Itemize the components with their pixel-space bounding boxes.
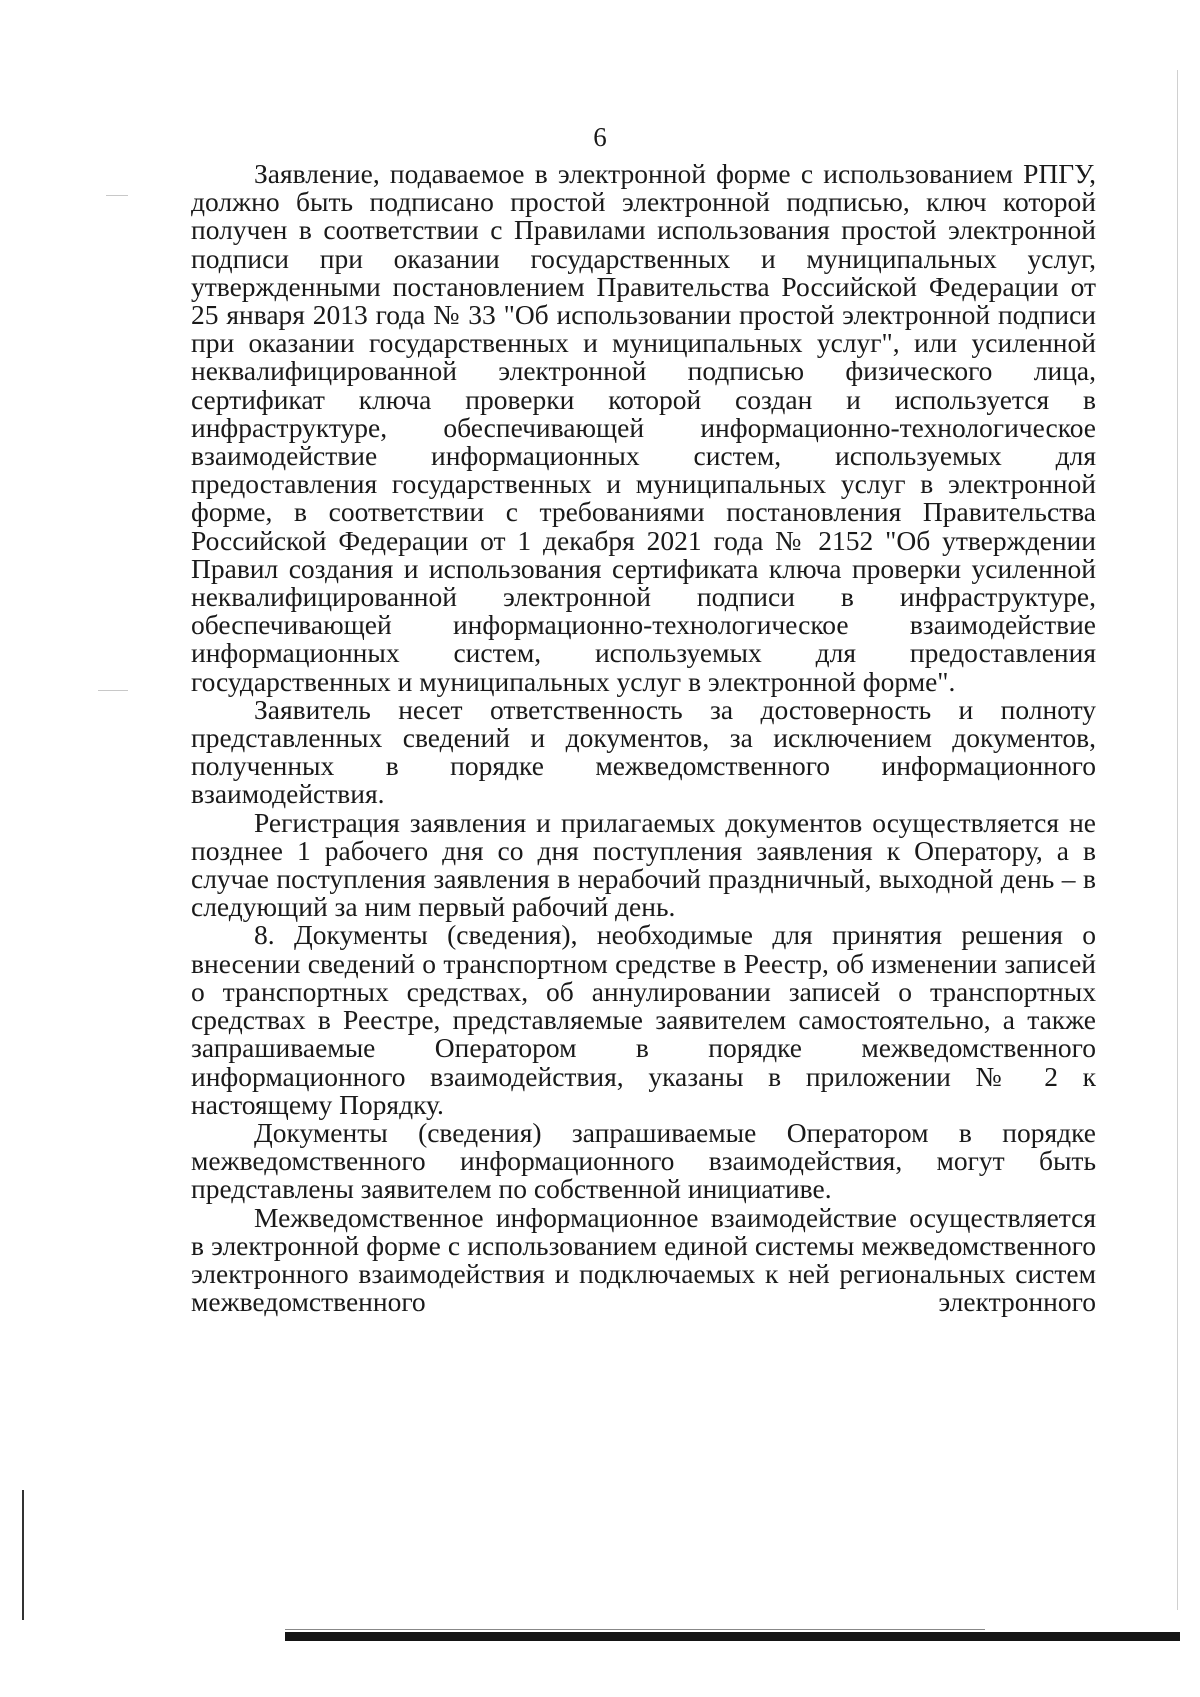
document-body [191, 160, 1096, 1316]
paragraph-signature-requirements: Заявление, подаваемое в электронной форме с использованием РПГУ, должно быть подписано простой электронной подписью, ключ которой получен в соответствии с Правилами использования простой электронной подписи при оказании государственных и муниципальных услуг, утвержденными постановлением Правительства Российской Федерации от 25 января 2013 года № 33 "Об использовании простой электронной подписи при оказании государственных и муниципальных услуг", или усиленной неквалифицированной электронной подписью физического лица, сертификат ключа проверки которой создан и используется в инфраструктуре, обеспечивающей информационно-технологическое взаимодействие информационных систем, используемых для предоставления государственных и муниципальных услуг в электронной форме, в соответствии с требованиями постановления Правительства Российской Федерации от 1 декабря 2021 года № 2152 "Об утверждении Правил создания и использования сертификата ключа проверки усиленной неквалифицированной электронной подписи в инфраструктуре, обеспечивающей информационно-технологическое взаимодействие информационных систем, используемых для предоставления государственных и муниципальных услуг в электронной форме". [191, 158, 1096, 697]
paragraph-item-8-documents: 8. Документы (сведения), необходимые для принятия решения о внесении сведений о транспортном средстве в Реестр, об изменении записей о транспортных средствах, об аннулировании записей о транспортных средствах в Реестре, представляемые заявителем самостоятельно, а также запрашиваемые Оператором в порядке межведомственного информационного взаимодействия, указаны в приложении № 2 к настоящему Порядку. [191, 919, 1096, 1120]
scan-left-mark [22, 1490, 24, 1620]
paragraph-applicant-responsibility: Заявитель несет ответственность за достоверность и полноту представленных сведений и документов, за исключением документов, полученных в порядке межведомственного информационного взаимодействия. [191, 693, 1096, 810]
paragraph-interagency-interaction: Межведомственное информационное взаимодействие осуществляется в электронной форме с использованием единой системы межведомственного электронного взаимодействия и подключаемых к ней региональных систем межведомственного электронного [191, 1201, 1096, 1318]
scan-speck [106, 195, 128, 196]
paragraph-registration-deadline: Регистрация заявления и прилагаемых документов осуществляется не позднее 1 рабочего дня со дня поступления заявления к Оператору, а в случае поступления заявления в нерабочий праздничный, выходной день – в следующий за ним первый рабочий день. [191, 806, 1096, 923]
scan-edge-line [1177, 70, 1178, 1610]
page-number: 6 [593, 122, 607, 152]
paragraph-own-initiative: Документы (сведения) запрашиваемые Оператором в порядке межведомственного информационного взаимодействия, могут быть представлены заявителем по собственной инициативе. [191, 1116, 1096, 1205]
scan-speck [98, 690, 128, 691]
scan-bottom-bar [285, 1632, 1180, 1641]
scan-bottom-line [285, 1629, 985, 1630]
